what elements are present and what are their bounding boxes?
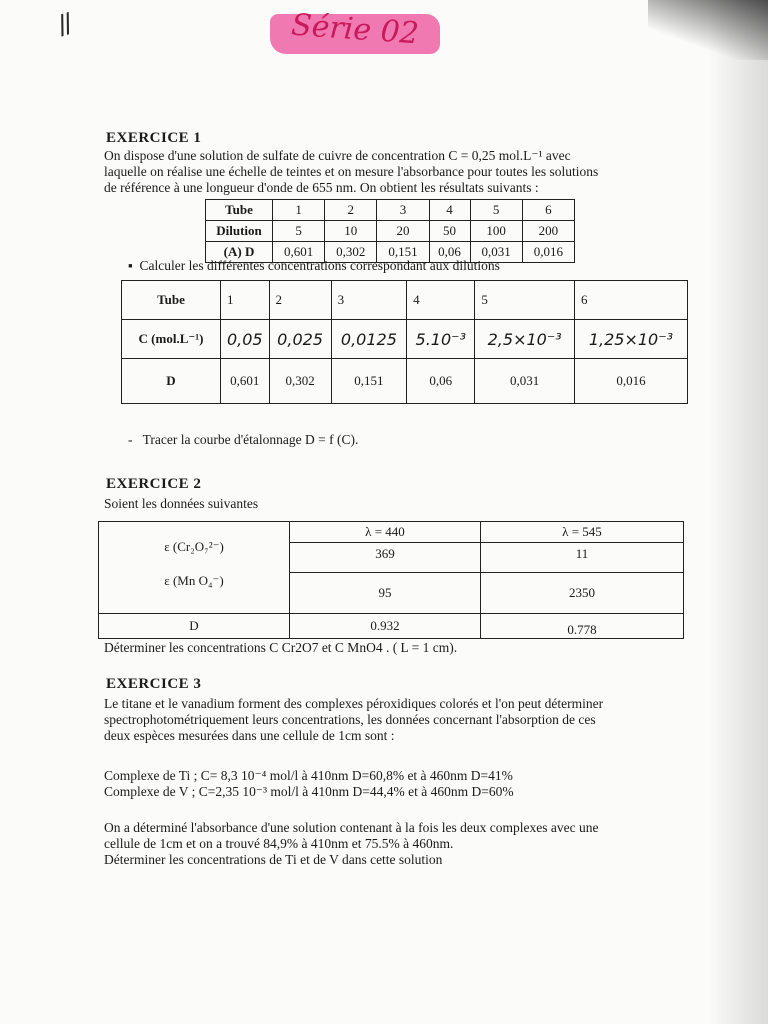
table-cell: ε (Mn O₄⁻) <box>99 573 290 614</box>
table-row <box>206 221 575 242</box>
ex2-question: Déterminer les concentrations C Cr2O7 et C MnO4 . ( L = 1 cm). <box>104 640 458 655</box>
ex1-paragraph <box>104 148 689 196</box>
handwritten-cell: 2,5×10⁻³ <box>475 320 575 359</box>
bullet-marker: - <box>128 432 143 447</box>
table-row <box>99 522 684 573</box>
ex3-complexes <box>104 768 689 800</box>
table-cell: 0.778 <box>481 614 684 639</box>
table-row <box>122 281 688 320</box>
table-row <box>122 320 688 359</box>
table-cell: 3 <box>331 281 407 320</box>
table-row <box>99 614 684 639</box>
table-cell: 4 <box>407 281 475 320</box>
ex1-dilution-table <box>205 199 575 263</box>
table-cell: 5 <box>470 200 522 221</box>
table-cell: 4 <box>429 200 470 221</box>
ex1-bullet2 <box>128 432 358 448</box>
ex2-data-table <box>98 521 684 639</box>
bullet-text: Tracer la courbe d'étalonnage D = f (C). <box>142 432 359 447</box>
table-cell: 1 <box>221 281 270 320</box>
table-cell: 0,601 <box>221 359 270 404</box>
handwritten-mark: // <box>53 8 74 42</box>
table-cell: 10 <box>325 221 377 242</box>
table-cell: 6 <box>574 281 687 320</box>
ex3-line: spectrophotométriquement leurs concentrations, les données concernant l'absorption de ces <box>104 712 596 727</box>
ex3-final-line: cellule de 1cm et on a trouvé 84,9% à 410nm et 75.5% à 460nm. <box>104 836 454 851</box>
table-cell: 0,031 <box>470 242 522 263</box>
ex3-paragraph <box>104 696 689 744</box>
table-cell <box>481 522 684 573</box>
ex1-heading: EXERCICE 1 <box>106 130 202 146</box>
table-cell: 1 <box>273 200 325 221</box>
table-cell: D <box>122 359 221 404</box>
table-cell: C (mol.L⁻¹) <box>122 320 221 359</box>
table-cell: 2350 <box>481 573 684 614</box>
table-cell: Tube <box>206 200 273 221</box>
table-cell: 2 <box>269 281 331 320</box>
table-row <box>122 359 688 404</box>
ex1-results-table <box>121 280 688 404</box>
eps-cr-545: 11 <box>575 546 589 561</box>
table-cell <box>290 522 481 573</box>
table-row <box>206 200 575 221</box>
page-title: Série 02 <box>290 7 420 52</box>
table-cell: D <box>99 614 290 639</box>
lambda-440: λ = 440 <box>290 522 480 543</box>
table-cell: 0,151 <box>377 242 429 263</box>
table-cell: 0,06 <box>407 359 475 404</box>
table-cell: 0,302 <box>325 242 377 263</box>
ex3-line: Le titane et le vanadium forment des complexes péroxidiques colorés et l'on peut déterminer <box>104 696 604 711</box>
ex1-bullet1 <box>128 258 500 274</box>
table-cell: Tube <box>122 281 221 320</box>
table-cell: (A) D <box>206 242 273 263</box>
ex3-final-line: Déterminer les concentrations de Ti et de V dans cette solution <box>104 852 443 867</box>
table-cell: 100 <box>470 221 522 242</box>
ex3-final-line: On a déterminé l'absorbance d'une solution contenant à la fois les deux complexes avec une <box>104 820 599 835</box>
handwritten-cell: 0,025 <box>269 320 331 359</box>
ex2-intro: Soient les données suivantes <box>104 496 259 511</box>
ex1-line: de référence à une longueur d'onde de 655 nm. On obtient les résultats suivants : <box>104 180 539 195</box>
ex3-complex-v: Complexe de V ; C=2,35 10⁻³ mol/l à 410nm D=44,4% et à 460nm D=60% <box>104 784 514 799</box>
handwritten-cell: 0,05 <box>221 320 270 359</box>
table-row <box>99 573 684 614</box>
table-cell: 0,016 <box>574 359 687 404</box>
ex3-complex-ti: Complexe de Ti ; C= 8,3 10⁻⁴ mol/l à 410nm D=60,8% et à 460nm D=41% <box>104 768 513 783</box>
table-cell: ε (Cr₂O₇²⁻) <box>99 522 290 573</box>
table-cell: 200 <box>522 221 574 242</box>
table-cell: 6 <box>522 200 574 221</box>
table-cell: 0,031 <box>475 359 575 404</box>
handwritten-cell: 5.10⁻³ <box>407 320 475 359</box>
ex2-heading: EXERCICE 2 <box>106 476 202 492</box>
lambda-545: λ = 545 <box>481 522 683 543</box>
table-cell: 20 <box>377 221 429 242</box>
ex1-line: On dispose d'une solution de sulfate de cuivre de concentration C = 0,25 mol.L⁻¹ avec <box>104 148 571 163</box>
table-cell: 0,06 <box>429 242 470 263</box>
ex3-line: deux espèces mesurées dans une cellule de 1cm sont : <box>104 728 395 743</box>
table-cell: 50 <box>429 221 470 242</box>
ex1-line: laquelle on réalise une échelle de teintes et on mesure l'absorbance pour toutes les solutions <box>104 164 599 179</box>
table-cell: Dilution <box>206 221 273 242</box>
ex3-heading: EXERCICE 3 <box>106 676 202 692</box>
table-cell: 2 <box>325 200 377 221</box>
page-corner-shadow <box>648 0 768 60</box>
table-cell: 0,302 <box>269 359 331 404</box>
eps-cr-440: 369 <box>375 546 395 561</box>
table-cell: 0,016 <box>522 242 574 263</box>
table-cell: 5 <box>273 221 325 242</box>
handwritten-cell: 0,0125 <box>331 320 407 359</box>
ex3-final <box>104 820 689 868</box>
bullet-text: Calculer les différentes concentrations correspondant aux dilutions <box>139 258 500 273</box>
page-shadow <box>708 0 768 1024</box>
table-cell: 5 <box>475 281 575 320</box>
table-cell: 0,601 <box>273 242 325 263</box>
table-cell: 0,151 <box>331 359 407 404</box>
bullet-marker: ▪ <box>128 258 140 273</box>
table-cell: 3 <box>377 200 429 221</box>
table-cell: 0.932 <box>290 614 481 639</box>
handwritten-cell: 1,25×10⁻³ <box>574 320 687 359</box>
table-cell: 95 <box>290 573 481 614</box>
